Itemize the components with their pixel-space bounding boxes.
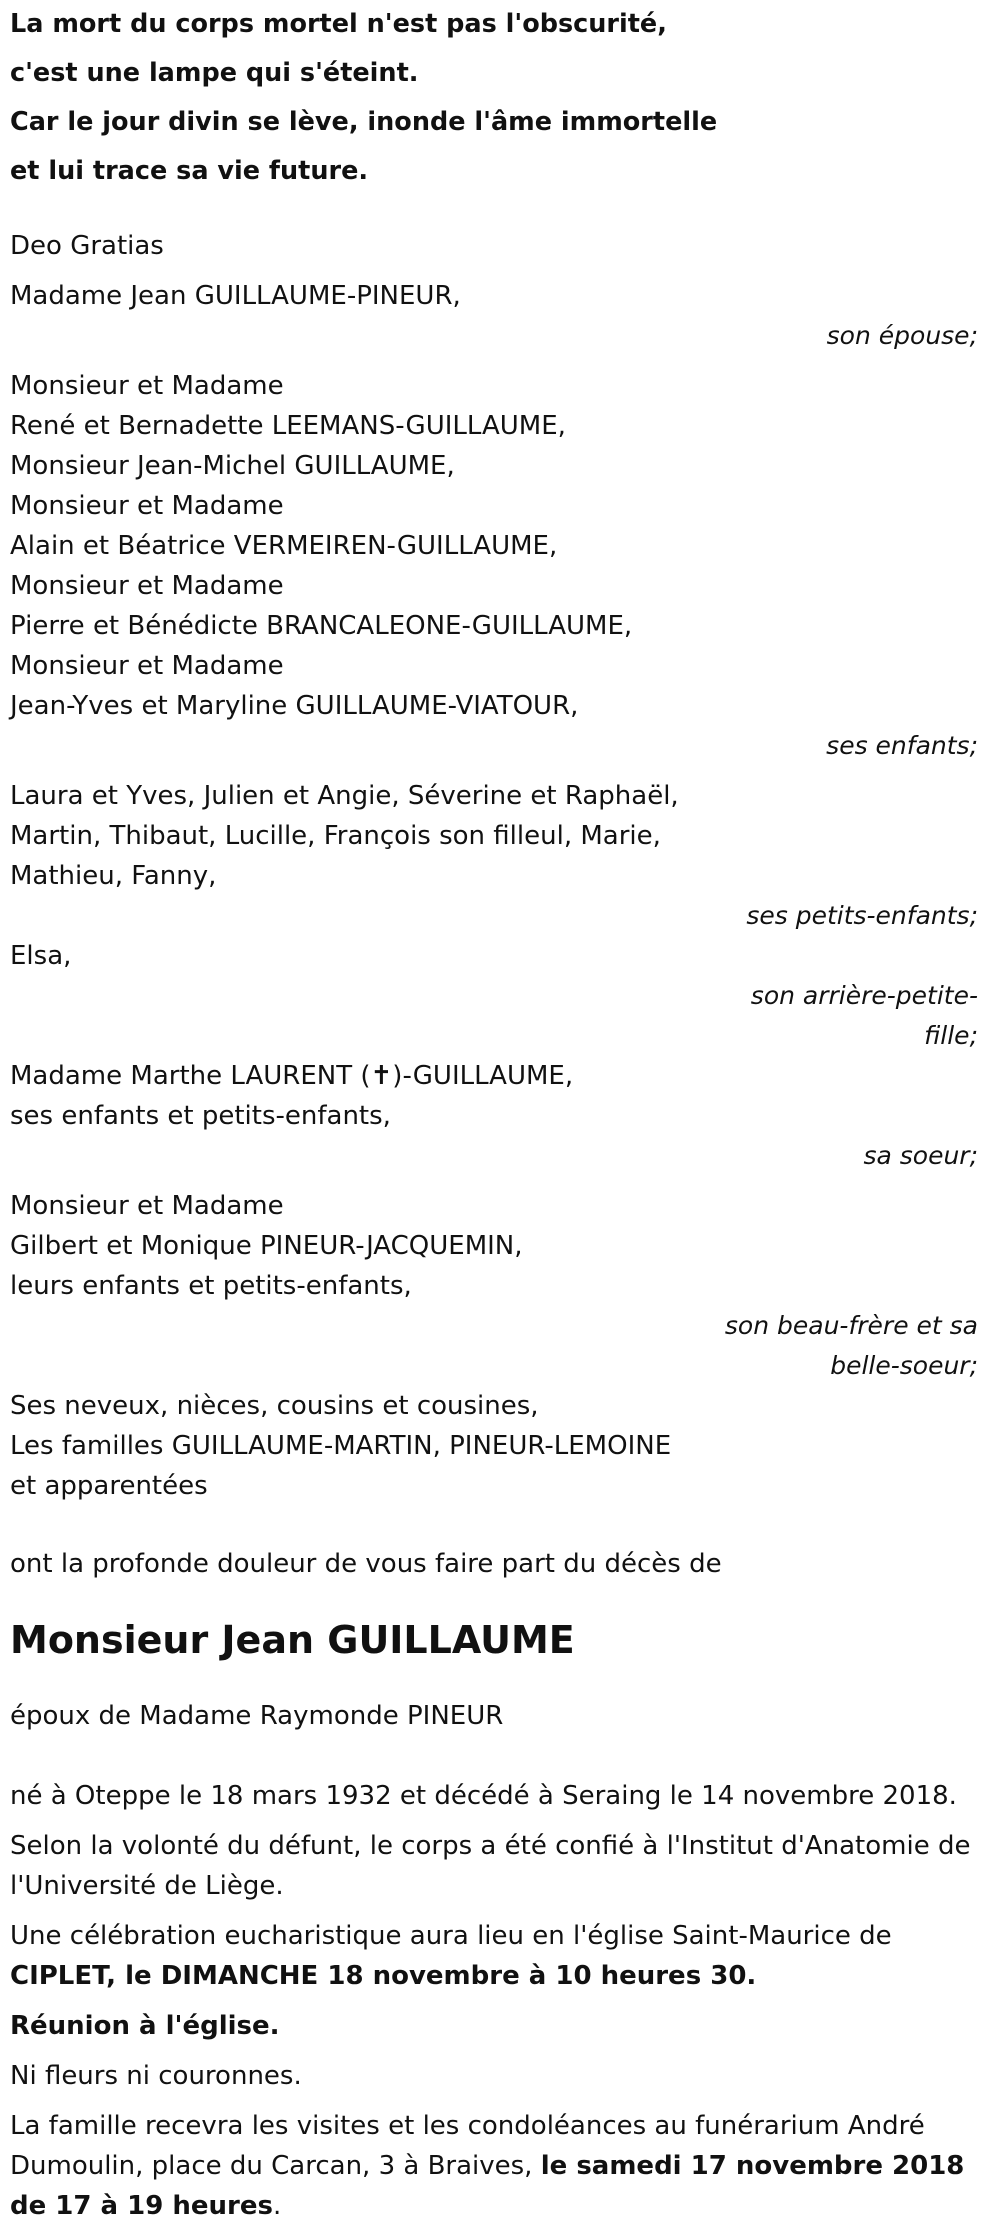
no-flowers: Ni fleurs ni couronnes. — [10, 2061, 302, 2091]
body-donation: Selon la volonté du défunt, le corps a été confié à l'Institut d'Anatomie de l'Université de Liège. — [10, 1831, 971, 1901]
role-line: son arrière-petite- — [750, 981, 978, 1010]
poem-line: c'est une lampe qui s'éteint. — [10, 58, 419, 88]
role-label: son épouse; — [826, 321, 978, 350]
role-label: ses enfants; — [826, 731, 978, 760]
family-line: Martin, Thibaut, Lucille, François son filleul, Marie, — [10, 821, 661, 851]
family-line: Monsieur et Madame — [10, 651, 284, 681]
family-line: Monsieur et Madame — [10, 491, 284, 521]
visits-text: La famille recevra les visites et les condoléances au funérarium André Dumoulin, place du Carcan, 3 à Braives, — [10, 2111, 925, 2181]
celebration-details: CIPLET, le DIMANCHE 18 novembre à 10 heures 30. — [10, 1961, 757, 1991]
family-line: Pierre et Bénédicte BRANCALEONE-GUILLAUME, — [10, 611, 633, 641]
role-label: ses petits-enfants; — [746, 901, 978, 930]
role-label: sa soeur; — [863, 1141, 978, 1170]
children-block — [10, 366, 990, 766]
poem-line: Car le jour divin se lève, inonde l'âme immortelle — [10, 107, 718, 137]
family-line: Monsieur Jean-Michel GUILLAUME, — [10, 451, 455, 481]
family-line: ses enfants et petits-enfants, — [10, 1101, 391, 1131]
family-line: Jean-Yves et Maryline GUILLAUME-VIATOUR, — [10, 691, 579, 721]
meeting-note: Réunion à l'église. — [10, 2011, 280, 2041]
poem — [10, 0, 990, 196]
born-died: né à Oteppe le 18 mars 1932 et décédé à Seraing le 14 novembre 2018. — [10, 1781, 957, 1811]
family-line: Elsa, — [10, 941, 72, 971]
role-label — [10, 976, 990, 1056]
spouse-line: époux de Madame Raymonde PINEUR — [10, 1701, 504, 1731]
sister-block — [10, 1056, 990, 1176]
family-line: Mathieu, Fanny, — [10, 861, 217, 891]
deceased-name: Monsieur Jean GUILLAUME — [10, 1618, 575, 1662]
celebration — [10, 1916, 990, 1996]
poem-line: et lui trace sa vie future. — [10, 156, 369, 186]
role-label — [10, 1306, 990, 1386]
family-line: Madame Jean GUILLAUME-PINEUR, — [10, 281, 461, 311]
role-line: belle-soeur; — [830, 1351, 978, 1380]
family-line: Gilbert et Monique PINEUR-JACQUEMIN, — [10, 1231, 523, 1261]
family-line: Laura et Yves, Julien et Angie, Séverine et Raphaël, — [10, 781, 679, 811]
announcement: ont la profonde douleur de vous faire part du décès de — [10, 1549, 722, 1579]
celebration-text: Une célébration eucharistique aura lieu en l'église Saint-Maurice de — [10, 1921, 892, 1951]
family-line: Alain et Béatrice VERMEIREN-GUILLAUME, — [10, 531, 558, 561]
family-line: Les familles GUILLAUME-MARTIN, PINEUR-LEMOINE — [10, 1431, 672, 1461]
grandchildren-block — [10, 776, 990, 936]
family-line: Monsieur et Madame — [10, 1191, 284, 1221]
great-grandchild-block — [10, 936, 990, 1056]
family-line: Ses neveux, nièces, cousins et cousines, — [10, 1391, 539, 1421]
family-line: René et Bernadette LEEMANS-GUILLAUME, — [10, 411, 566, 441]
family-line: Monsieur et Madame — [10, 371, 284, 401]
family-line: et apparentées — [10, 1471, 208, 1501]
role-line: son beau-frère et sa — [724, 1311, 978, 1340]
visits-details: le samedi 17 novembre 2018 de 17 à 19 heures — [10, 2151, 965, 2221]
deo-gratias: Deo Gratias — [10, 231, 164, 261]
role-line: fille; — [924, 1021, 978, 1050]
family-line: Monsieur et Madame — [10, 571, 284, 601]
others-block — [10, 1386, 990, 1506]
poem-line: La mort du corps mortel n'est pas l'obscurité, — [10, 9, 667, 39]
family-line: leurs enfants et petits-enfants, — [10, 1271, 412, 1301]
visits — [10, 2106, 990, 2226]
family-line: Madame Marthe LAURENT (✝)-GUILLAUME, — [10, 1061, 574, 1091]
in-laws-block — [10, 1186, 990, 1386]
spouse-block — [10, 276, 990, 356]
visits-end: . — [272, 2191, 282, 2221]
